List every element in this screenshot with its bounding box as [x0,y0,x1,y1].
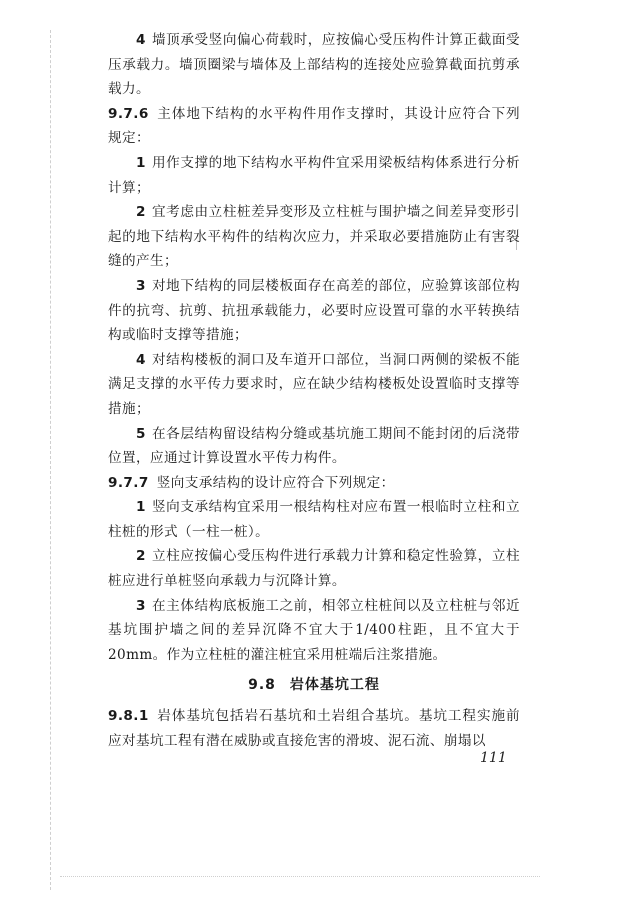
clause-number: 9.7.6 [108,105,149,122]
paragraph-item-4 [108,28,520,102]
item-text: 竖向支承结构宜采用一根结构柱对应布置一根临时立柱和立柱桩的形式（一柱一桩）。 [108,499,520,540]
paragraph-item-1 [108,151,520,200]
item-text: 用作支撑的地下结构水平构件宜采用梁板结构体系进行分析计算； [108,154,520,196]
item-number: 3 [136,277,146,294]
clause-9-8-1 [108,704,520,753]
item-text: 在主体结构底板施工之前，相邻立柱桩间以及立柱桩与邻近基坑围护墙之间的差异沉降不宜大于1/400柱距，且不宜大于20mm。作为立柱桩的灌注桩宜采用桩端后注浆措施。 [108,597,520,663]
page-body [108,28,520,753]
item-text: 宜考虑由立柱桩差异变形及立柱桩与围护墙之间差异变形引起的地下结构水平构件的结构次应力，并采取必要措施防止有害裂缝的产生； [108,204,520,270]
clause-text: 岩体基坑包括岩石基坑和土岩组合基坑。基坑工程实施前应对基坑工程有潜在威胁或直接危害的滑坡、泥石流、崩塌以 [108,708,520,749]
clause-9-7-6 [108,102,520,151]
paragraph-item-4b [108,348,520,422]
item-text: 对地下结构的同层楼板面存在高差的部位，应验算该部位构件的抗弯、抗剪、抗扭承载能力，必要时应设置可靠的水平转换结构或临时支撑等措施； [108,277,520,344]
paragraph-item-2 [108,200,520,274]
clause-text: 竖向支承结构的设计应符合下列规定： [156,474,395,491]
item-text: 在各层结构留设结构分缝或基坑施工期间不能封闭的后浇带位置，应通过计算设置水平传力构件。 [108,425,520,467]
clause-number: 9.8.1 [108,708,149,725]
item-number: 3 [136,597,146,614]
paragraph-item-5 [108,422,520,471]
clause-9-7-7 [108,471,520,496]
item-number: 1 [136,154,146,171]
item-number: 5 [136,425,146,442]
clause-number: 9.7.7 [108,474,149,491]
item-text: 墙顶承受竖向偏心荷载时，应按偏心受压构件计算正截面受压承载力。墙顶圈梁与墙体及上部结构的连接处应验算截面抗剪承载力。 [108,32,520,98]
item-number: 2 [136,204,146,221]
section-title: 岩体基坑工程 [289,677,380,694]
paragraph-item-3 [108,274,520,348]
item-text: 立柱应按偏心受压构件进行承载力计算和稳定性验算，立柱桩应进行单桩竖向承载力与沉降计算。 [108,548,520,590]
item-text: 对结构楼板的洞口及车道开口部位，当洞口两侧的梁板不能满足支撑的水平传力要求时，应在缺少结构楼板处设置临时支撑等措施； [108,351,520,417]
item-number: 4 [136,351,146,368]
paragraph-item-3b [108,594,520,668]
item-number: 1 [136,499,146,516]
paragraph-item-1b [108,495,520,544]
scan-margin-line [50,30,52,890]
item-number: 2 [136,548,146,565]
section-number: 9.8 [248,677,276,694]
scan-bottom-line [60,876,540,878]
section-heading [108,673,520,698]
item-number: 4 [136,32,146,48]
paragraph-item-2b [108,544,520,593]
clause-text: 主体地下结构的水平构件用作支撑时，其设计应符合下列规定： [108,105,520,147]
page-number: 111 [480,750,507,766]
